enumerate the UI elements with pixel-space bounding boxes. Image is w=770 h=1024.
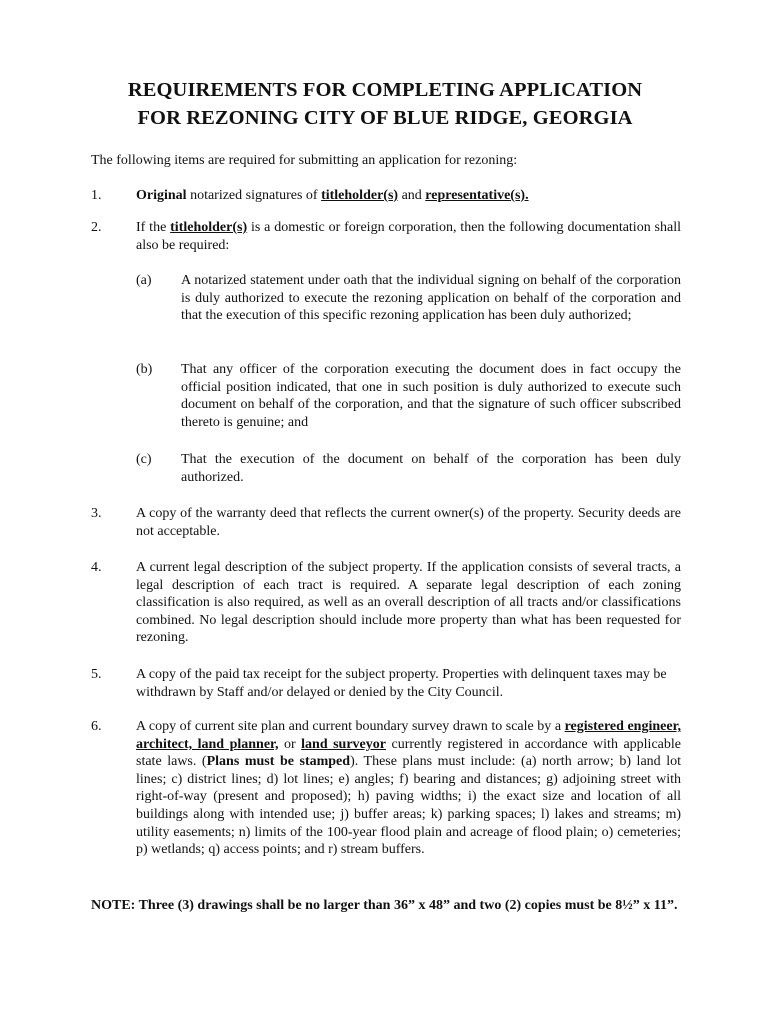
underlined-titleholder: titleholder(s)	[321, 188, 399, 203]
list-item-4	[91, 559, 681, 647]
item-number: 5.	[91, 667, 102, 682]
emphasis-plans-stamped: Plans must be stamped	[206, 754, 351, 770]
sub-item-c	[136, 451, 681, 486]
item-number: 6.	[91, 719, 102, 734]
item-text: A copy of current site plan and current boundary survey drawn to scale by a registered engineer, architect, land planner, or land surveyor currently registered in accordance with applicable state laws. (Plans must be stamped). These plans must include: (a) north arrow; b) land lot lines; c) district lines; d) lot lines; e) angles; f) bearing and distances; g) adjoining street with right-of-way (present and proposed); h) paving widths; i) the exact size and location of all buildings along with intended use; j) buffer areas; k) parking spaces; l) lakes and streams; m) utility easements; n) limits of the 100-year flood plain and acreage of flood plain; o) cemeteries; p) wetlands; q) access points; and r) stream buffers.	[136, 719, 682, 858]
item-number: 4.	[91, 560, 102, 575]
note-text: NOTE: Three (3) drawings shall be no larger than 36” x 48” and two (2) copies must be 8½” x 11”.	[91, 898, 678, 913]
item-text: Original notarized signatures of titleholder(s) and representative(s).	[136, 188, 529, 203]
list-item-1	[91, 187, 681, 205]
underlined-land-surveyor: land surveyor	[301, 736, 386, 752]
list-item-2	[91, 219, 681, 254]
item-number: 2.	[91, 220, 102, 235]
underlined-representative: representative(s).	[425, 188, 529, 203]
emphasis-original: Original	[136, 188, 187, 203]
item-number: 3.	[91, 506, 102, 521]
list-item-6	[91, 718, 681, 859]
item-text: If the titleholder(s) is a domestic or foreign corporation, then the following documentation shall also be required:	[136, 220, 681, 253]
item-text: A current legal description of the subject property. If the application consists of several tracts, a legal description of each tract is required. A separate legal description of each zoning classification is also required, as well as an overall description of all tracts and/or classifications combined. No legal description should include more property than what has been requested for rezoning.	[136, 560, 681, 646]
title-line-1: REQUIREMENTS FOR COMPLETING APPLICATION	[127, 79, 643, 101]
item-text: A copy of the paid tax receipt for the subject property. Properties with delinquent taxes may be withdrawn by Staff and/or delayed or denied by the City Council.	[136, 667, 667, 700]
underlined-professionals: registered engineer, architect, land planner,	[136, 719, 681, 752]
sub-item-text: That the execution of the document on behalf of the corporation has been duly authorized.	[181, 452, 681, 485]
page-title	[60, 76, 710, 132]
list-item-5	[91, 666, 681, 701]
sub-item-text: A notarized statement under oath that the individual signing on behalf of the corporation is duly authorized to execute the rezoning application on behalf of the corporation and that the execution of this specific rezoning application has been duly authorized;	[181, 273, 681, 324]
sub-item-text: That any officer of the corporation executing the document does in fact occupy the official position indicated, that one in such position is duly authorized to execute such document on behalf of the corporation, and that the signature of such officer subscribed thereto is genuine; and	[181, 362, 681, 430]
intro-text: The following items are required for submitting an application for rezoning:	[91, 153, 518, 168]
sub-item-label: (a)	[136, 273, 152, 288]
title-line-2: FOR REZONING CITY OF BLUE RIDGE, GEORGIA	[137, 107, 633, 129]
sub-item-b	[136, 361, 681, 431]
sub-item-label: (c)	[136, 452, 152, 467]
item-text: A copy of the warranty deed that reflects the current owner(s) of the property. Security deeds are not acceptable.	[136, 506, 681, 539]
list-item-3	[91, 505, 681, 540]
sub-item-label: (b)	[136, 362, 153, 377]
sub-item-a	[136, 272, 681, 325]
item-number: 1.	[91, 188, 102, 203]
underlined-titleholder: titleholder(s)	[170, 220, 248, 235]
